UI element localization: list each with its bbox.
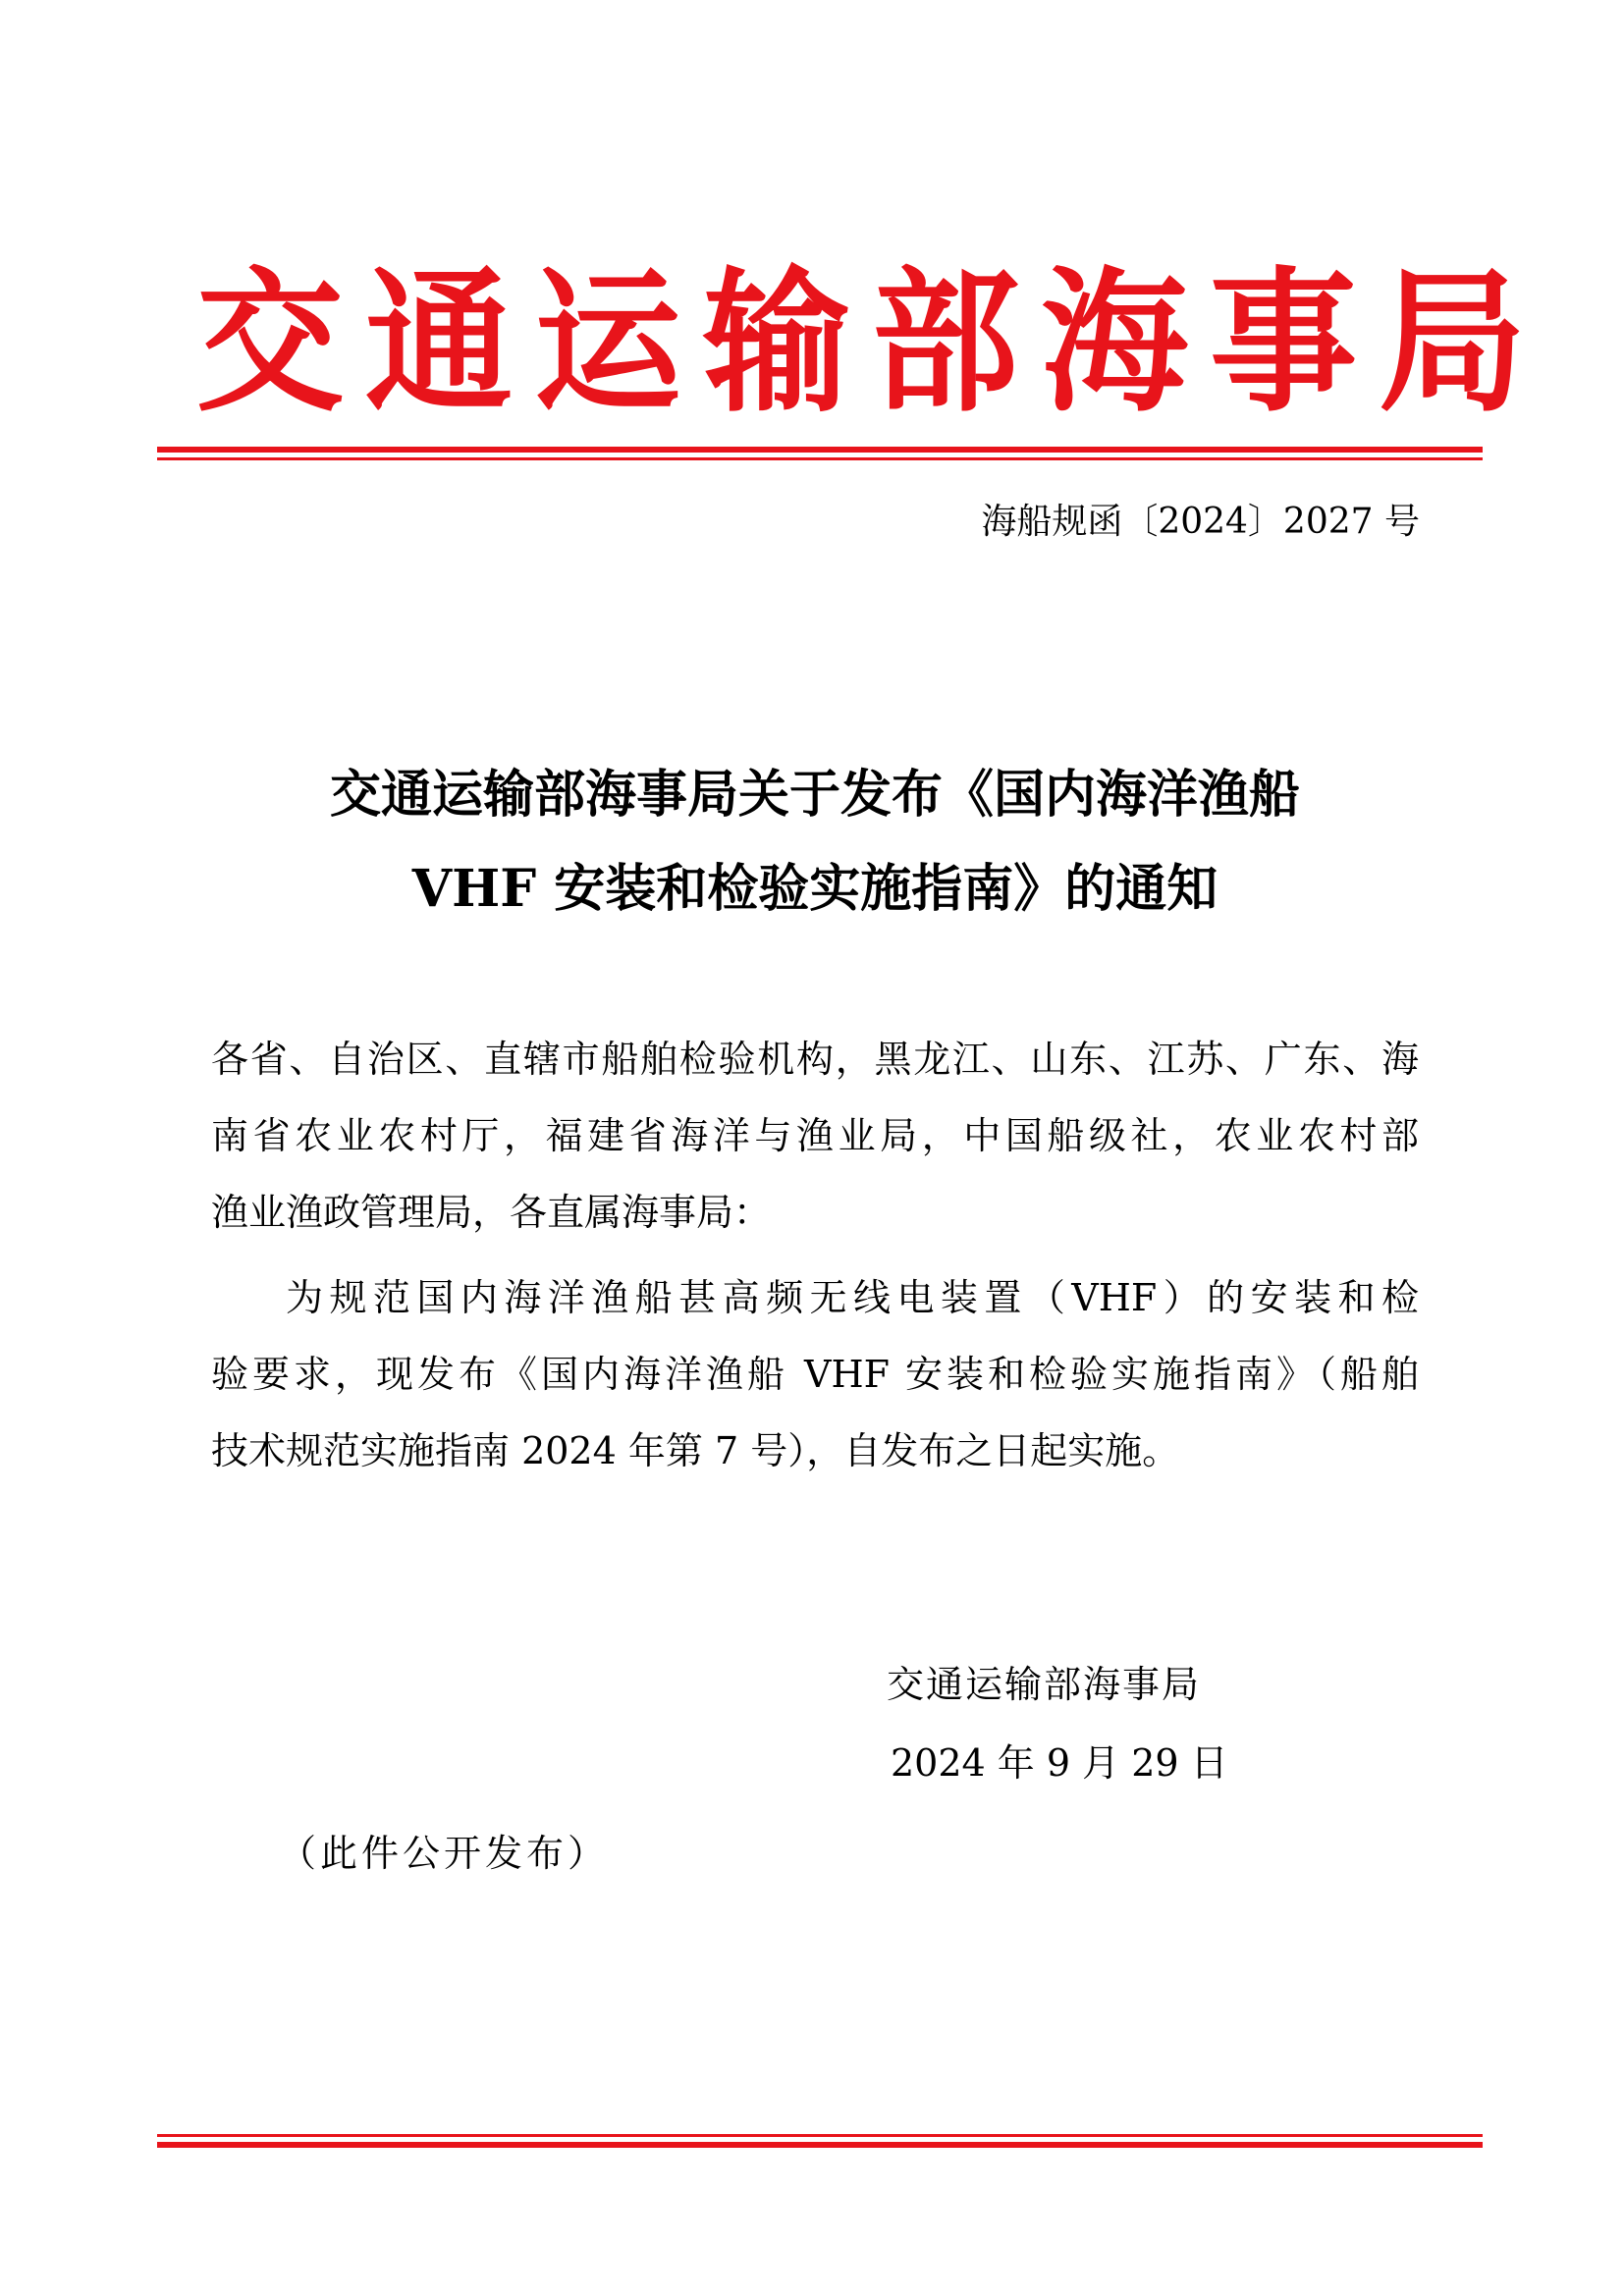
body-line-3: 技术规范实施指南 2024 年第 7 号），自发布之日起实施。 bbox=[211, 1429, 1180, 1472]
header-divider bbox=[157, 447, 1483, 460]
notice-title-line-2: VHF 安装和检验实施指南》的通知 bbox=[411, 859, 1218, 919]
body-line-1: 为规范国内海洋渔船甚高频无线电装置（VHF）的安装和检 bbox=[286, 1276, 1419, 1319]
notice-title bbox=[157, 748, 1473, 936]
body-paragraph bbox=[211, 1259, 1419, 1489]
signing-date: 2024 年 9 月 29 日 bbox=[891, 1741, 1228, 1785]
footer-divider-thick-line bbox=[157, 2142, 1483, 2148]
recipients-line-1: 各省、自治区、直辖市船舶检验机构，黑龙江、山东、江苏、广东、海 bbox=[211, 1038, 1419, 1081]
notice-title-line-1: 交通运输部海事局关于发布《国内海洋渔船 bbox=[329, 765, 1300, 825]
masthead-title: 交通运输部海事局 bbox=[196, 253, 1548, 434]
recipients-block bbox=[211, 1021, 1419, 1251]
recipients-line-3: 渔业渔政管理局，各直属海事局： bbox=[211, 1191, 772, 1234]
recipients-line-2: 南省农业农村厅，福建省海洋与渔业局，中国船级社，农业农村部 bbox=[211, 1114, 1419, 1157]
signer-name: 交通运输部海事局 bbox=[887, 1663, 1202, 1706]
footer-divider bbox=[157, 2134, 1483, 2148]
body-line-2: 验要求，现发布《国内海洋渔船 VHF 安装和检验实施指南》（船舶 bbox=[211, 1353, 1419, 1396]
header-divider-thin-line bbox=[157, 457, 1483, 460]
public-release-note: （此件公开发布） bbox=[279, 1832, 610, 1875]
document-number: 海船规函〔2024〕2027 号 bbox=[981, 502, 1420, 542]
